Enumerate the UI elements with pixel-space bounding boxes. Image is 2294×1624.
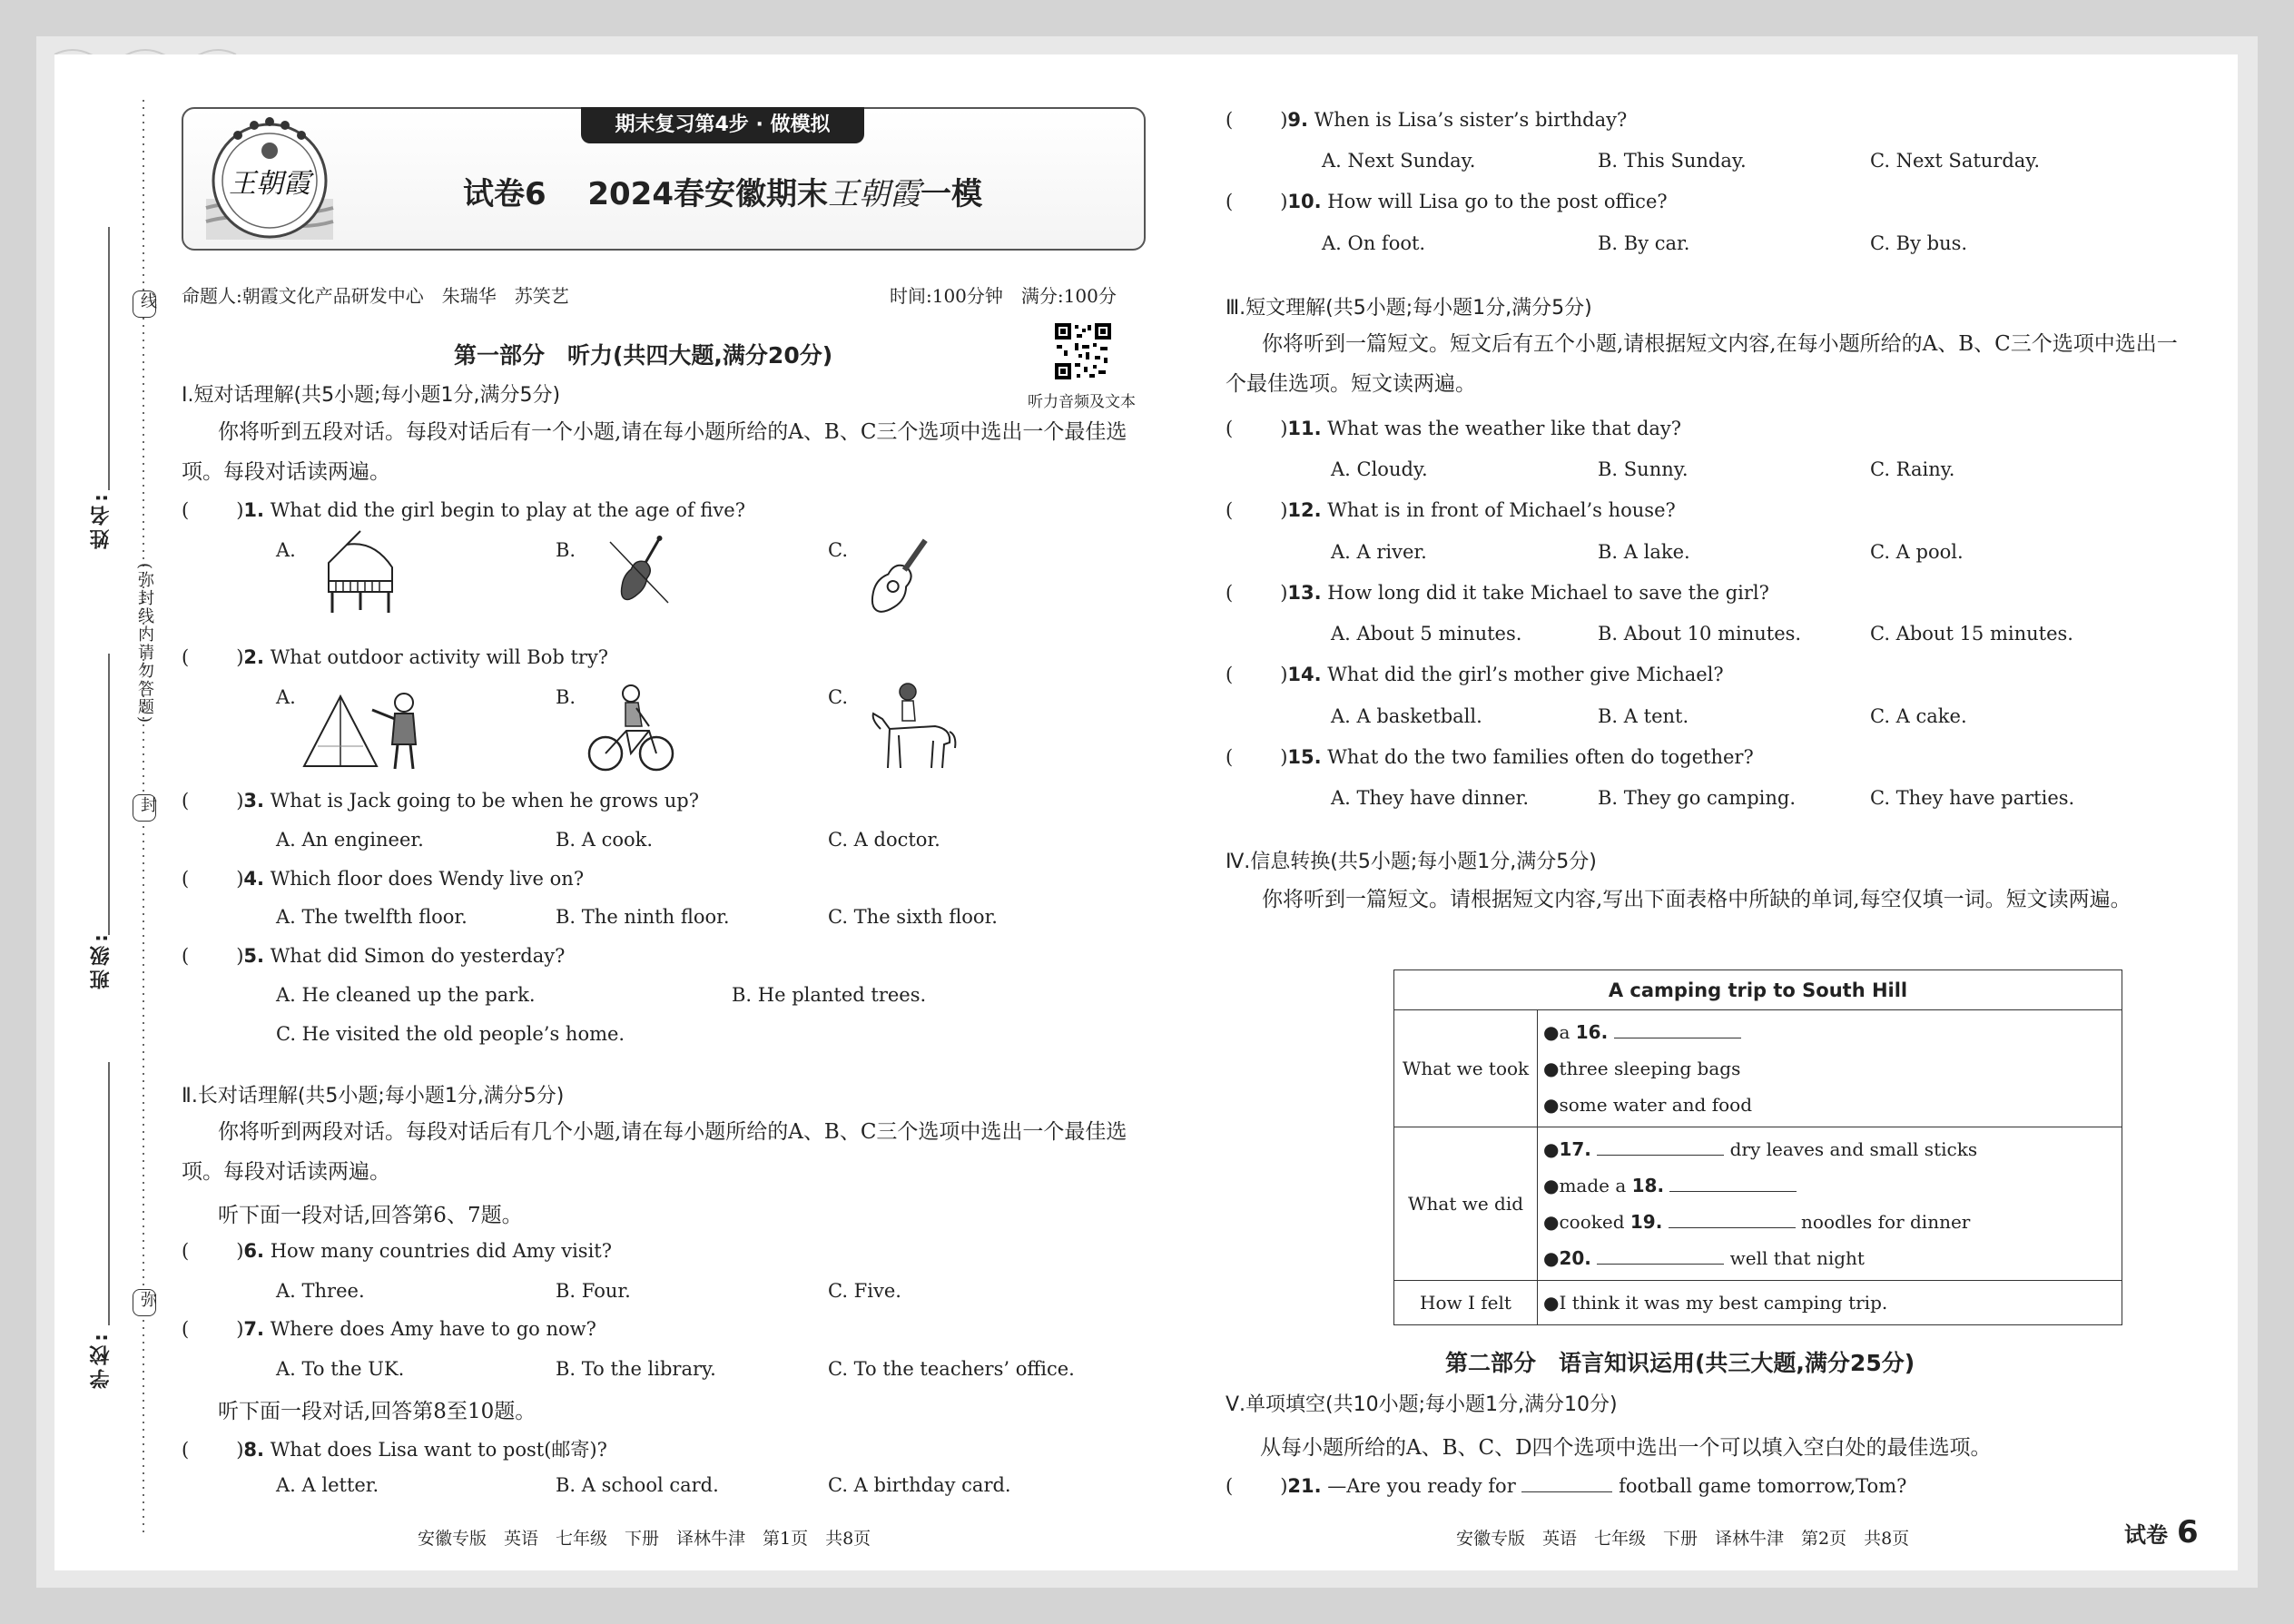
qr-code[interactable] — [1053, 321, 1113, 381]
q2-option-b[interactable]: B. — [556, 686, 576, 708]
bicycle-image — [586, 681, 676, 776]
q10-option-b[interactable]: B. By car. — [1598, 232, 1690, 254]
exam-title — [463, 169, 982, 213]
part1-title: 第一部分 听力(共四大题,满分20分) — [454, 342, 833, 369]
q2-option-a[interactable]: A. — [276, 686, 296, 708]
table-row-label-did: What we did — [1394, 1127, 1538, 1281]
q6-option-c[interactable]: C. Five. — [828, 1280, 901, 1302]
question-3: ( )3. What is Jack going to be when he grows up? — [182, 790, 699, 812]
q1-option-a[interactable]: A. — [276, 539, 296, 561]
q5-option-c[interactable]: C. He visited the old people’s home. — [276, 1023, 625, 1045]
binding-lines — [82, 100, 182, 1543]
title-prefix: 试卷6 — [463, 176, 546, 212]
sec1-instruction: 你将听到五段对话。每段对话后有一个小题,请在每小题所给的A、B、C三个选项中选出一个最佳选项。每段对话读两遍。 — [182, 420, 1127, 484]
q4-option-a[interactable]: A. The twelfth floor. — [276, 906, 468, 928]
q8-option-a[interactable]: A. A letter. — [276, 1474, 379, 1496]
sec2-heading: Ⅱ.长对话理解(共5小题;每小题1分,满分5分) — [182, 1085, 565, 1107]
q1-option-b[interactable]: B. — [556, 539, 576, 561]
sec1-heading: Ⅰ.短对话理解(共5小题;每小题1分,满分5分) — [182, 384, 561, 407]
question-8: ( )8. What does Lisa want to post(邮寄)? — [182, 1439, 607, 1461]
q4-option-b[interactable]: B. The ninth floor. — [556, 906, 730, 928]
question-15: ( )15. What do the two families often do together? — [1226, 746, 1754, 768]
q9-option-c[interactable]: C. Next Saturday. — [1870, 150, 2041, 172]
table-item-20: ●20. well that night — [1543, 1247, 1865, 1269]
question-9: ( )9. When is Lisa’s sister’s birthday? — [1226, 109, 1628, 131]
question-1: ( )1. What did the girl begin to play at the age of five? — [182, 499, 745, 521]
q9-option-a[interactable]: A. Next Sunday. — [1322, 150, 1476, 172]
name-label: 姓名: — [90, 490, 113, 549]
q14-option-b[interactable]: B. A tent. — [1598, 705, 1689, 727]
title-main: 2024春安徽期末 — [587, 176, 828, 212]
blank-21[interactable] — [1521, 1474, 1612, 1492]
q13-option-b[interactable]: B. About 10 minutes. — [1598, 623, 1802, 645]
q7-option-c[interactable]: C. To the teachers’ office. — [828, 1358, 1075, 1380]
footer-tag: 试卷 6 — [2124, 1514, 2199, 1550]
q3-option-a[interactable]: A. An engineer. — [276, 829, 424, 851]
binding-strip — [82, 100, 182, 1543]
authors: 命题人:朝霞文化产品研发中心 朱瑞华 苏笑艺 — [182, 285, 569, 307]
sec3-instruction: 你将听到一篇短文。短文后有五个小题,请根据短文内容,在每小题所给的A、B、C三个选项中选出一个最佳选项。短文读两遍。 — [1226, 332, 2178, 396]
q15-option-c[interactable]: C. They have parties. — [1870, 787, 2075, 809]
seal-label-line: 线 — [138, 292, 157, 312]
sec2-dialog1: 听下面一段对话,回答第6、7题。 — [218, 1204, 523, 1227]
question-2: ( )2. What outdoor activity will Bob try? — [182, 646, 609, 668]
table-row-label-felt: How I felt — [1394, 1281, 1538, 1325]
blank-18[interactable] — [1669, 1174, 1797, 1192]
sec2-instruction: 你将听到两段对话。每段对话后有几个小题,请在每小题所给的A、B、C三个选项中选出一个最佳选项。每段对话读两遍。 — [182, 1120, 1127, 1184]
q15-option-b[interactable]: B. They go camping. — [1598, 787, 1797, 809]
violin-image — [603, 528, 675, 619]
q14-option-c[interactable]: C. A cake. — [1870, 705, 1967, 727]
q12-option-b[interactable]: B. A lake. — [1598, 541, 1690, 563]
class-label: 班级: — [90, 930, 113, 989]
table-item-17: ●17. dry leaves and small sticks — [1543, 1138, 1978, 1160]
q13-option-c[interactable]: C. About 15 minutes. — [1870, 623, 2073, 645]
footer-right: 安徽专版 英语 七年级 下册 译林牛津 第2页 共8页 — [1456, 1529, 1910, 1549]
table-item-food: ●some water and food — [1543, 1094, 1753, 1116]
school-label: 学校: — [90, 1330, 113, 1389]
banner — [581, 107, 864, 143]
q3-option-c[interactable]: C. A doctor. — [828, 829, 940, 851]
blank-20[interactable] — [1597, 1246, 1724, 1265]
q6-option-a[interactable]: A. Three. — [276, 1280, 365, 1302]
table-title: A camping trip to South Hill — [1394, 970, 2122, 1010]
question-12: ( )12. What is in front of Michael’s house? — [1226, 499, 1676, 521]
sec5-heading: Ⅴ.单项填空(共10小题;每小题1分,满分10分) — [1226, 1393, 1618, 1416]
sec2-dialog2: 听下面一段对话,回答第8至10题。 — [218, 1400, 537, 1423]
question-6: ( )6. How many countries did Amy visit? — [182, 1240, 612, 1262]
title-suffix: 一模 — [921, 176, 982, 212]
q10-option-c[interactable]: C. By bus. — [1870, 232, 1968, 254]
q8-option-c[interactable]: C. A birthday card. — [828, 1474, 1011, 1496]
q3-option-b[interactable]: B. A cook. — [556, 829, 654, 851]
table-item-bags: ●three sleeping bags — [1543, 1058, 1741, 1079]
q8-option-b[interactable]: B. A school card. — [556, 1474, 719, 1496]
logo-text: 王朝霞 — [229, 168, 310, 200]
table-item-19: ●cooked 19. noodles for dinner — [1543, 1211, 1971, 1233]
q12-option-c[interactable]: C. A pool. — [1870, 541, 1964, 563]
table-item-18: ●made a 18. — [1543, 1167, 2116, 1204]
blank-17[interactable] — [1597, 1137, 1724, 1156]
blank-19[interactable] — [1669, 1210, 1796, 1228]
question-7: ( )7. Where does Amy have to go now? — [182, 1318, 596, 1340]
q12-option-a[interactable]: A. A river. — [1331, 541, 1427, 563]
q10-option-a[interactable]: A. On foot. — [1322, 232, 1426, 254]
q15-option-a[interactable]: A. They have dinner. — [1331, 787, 1530, 809]
q6-option-b[interactable]: B. Four. — [556, 1280, 631, 1302]
q11-option-c[interactable]: C. Rainy. — [1870, 458, 1955, 480]
q11-option-a[interactable]: A. Cloudy. — [1331, 458, 1428, 480]
q11-option-b[interactable]: B. Sunny. — [1598, 458, 1689, 480]
sec3-heading: Ⅲ.短文理解(共5小题;每小题1分,满分5分) — [1226, 297, 1592, 320]
horse-riding-image — [862, 679, 962, 779]
time-score: 时间:100分钟 满分:100分 — [890, 285, 1117, 307]
seal-label-feng: 封 — [138, 796, 157, 816]
seal-label-mi: 弥 — [138, 1291, 157, 1311]
question-10: ( )10. How will Lisa go to the post office? — [1226, 191, 1668, 212]
question-14: ( )14. What did the girl’s mother give Michael? — [1226, 664, 1724, 685]
sec5-instruction: 从每小题所给的A、B、C、D四个选项中选出一个可以填入空白处的最佳选项。 — [1260, 1436, 1992, 1460]
q14-option-a[interactable]: A. A basketball. — [1331, 705, 1482, 727]
seal-warning: (弥封线内请勿答题) — [135, 563, 154, 725]
question-13: ( )13. How long did it take Michael to save the girl? — [1226, 582, 1769, 604]
table-item-felt: ●I think it was my best camping trip. — [1543, 1292, 1888, 1314]
piano-image — [320, 527, 401, 617]
info-table — [1393, 969, 2122, 1325]
sec4-heading: Ⅳ.信息转换(共5小题;每小题1分,满分5分) — [1226, 851, 1597, 873]
tent-image — [300, 683, 427, 773]
q5-option-a[interactable]: A. He cleaned up the park. — [276, 984, 536, 1006]
title-brand: 王朝霞 — [828, 176, 921, 212]
q9-option-b[interactable]: B. This Sunday. — [1598, 150, 1747, 172]
sec4-instruction: 你将听到一篇短文。请根据短文内容,写出下面表格中所缺的单词,每空仅填一词。短文读两遍。 — [1262, 888, 2132, 911]
question-11: ( )11. What was the weather like that day? — [1226, 418, 1682, 439]
guitar-image — [862, 528, 935, 628]
brand-logo — [202, 113, 338, 249]
question-21: ( )21. —Are you ready for football game tomorrow,Tom? — [1226, 1475, 1907, 1497]
qr-caption: 听力音频及文本 — [1028, 393, 1136, 411]
table-item-16: ●a 16. — [1543, 1014, 2116, 1050]
q2-option-c[interactable]: C. — [828, 686, 848, 708]
banner-text: 期末复习第4步 · 做模拟 — [615, 113, 831, 136]
part2-title: 第二部分 语言知识运用(共三大题,满分25分) — [1445, 1350, 1915, 1376]
q13-option-a[interactable]: A. About 5 minutes. — [1331, 623, 1522, 645]
table-row-label-took: What we took — [1394, 1010, 1538, 1127]
q1-option-c[interactable]: C. — [828, 539, 848, 561]
question-5: ( )5. What did Simon do yesterday? — [182, 945, 566, 967]
q4-option-c[interactable]: C. The sixth floor. — [828, 906, 998, 928]
question-4: ( )4. Which floor does Wendy live on? — [182, 868, 585, 890]
blank-16[interactable] — [1614, 1020, 1741, 1038]
footer-left: 安徽专版 英语 七年级 下册 译林牛津 第1页 共8页 — [418, 1529, 871, 1549]
q7-option-a[interactable]: A. To the UK. — [276, 1358, 405, 1380]
q7-option-b[interactable]: B. To the library. — [556, 1358, 716, 1380]
q5-option-b[interactable]: B. He planted trees. — [732, 984, 927, 1006]
